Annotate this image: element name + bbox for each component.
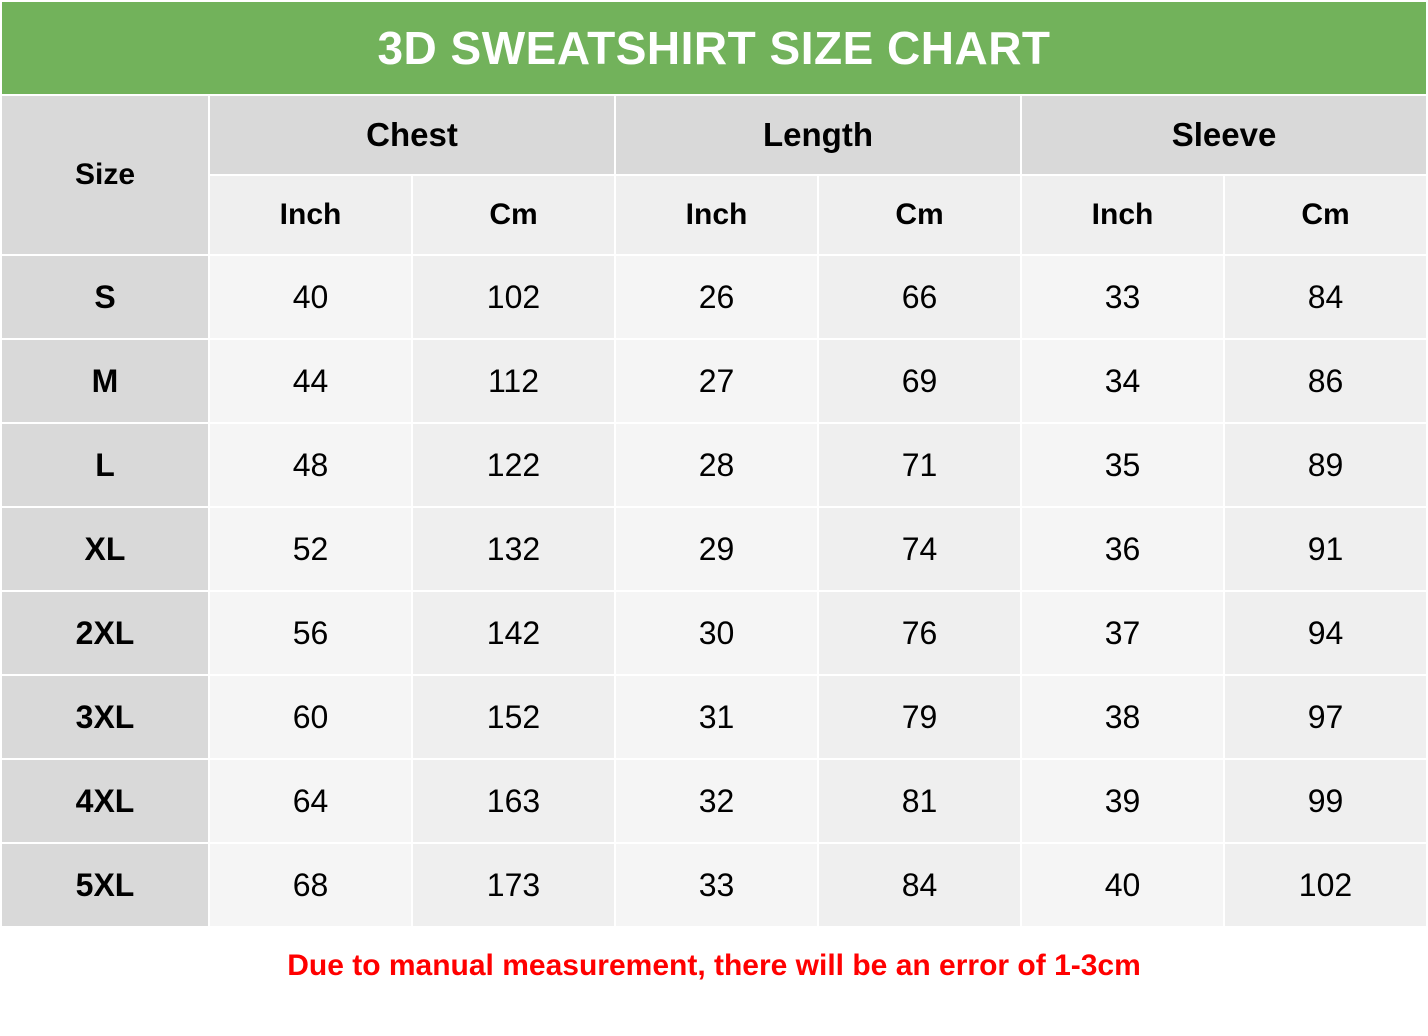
chart-title: 3D SWEATSHIRT SIZE CHART (1, 1, 1427, 95)
row-size-label: 2XL (1, 591, 209, 675)
row-size-label: 4XL (1, 759, 209, 843)
row-size-label: M (1, 339, 209, 423)
cell-chest-cm: 152 (412, 675, 615, 759)
bottom-spacer-row (1, 1005, 1427, 1035)
spacer-cell (818, 1005, 1021, 1035)
table-row (1, 507, 1427, 591)
header-chest-inch: Inch (209, 175, 412, 255)
cell-length-cm: 69 (818, 339, 1021, 423)
cell-length-cm: 81 (818, 759, 1021, 843)
row-size-label: 3XL (1, 675, 209, 759)
cell-sleeve-inch: 34 (1021, 339, 1224, 423)
cell-chest-inch: 48 (209, 423, 412, 507)
cell-chest-inch: 56 (209, 591, 412, 675)
table-row (1, 423, 1427, 507)
cell-sleeve-inch: 39 (1021, 759, 1224, 843)
table-row (1, 843, 1427, 927)
cell-chest-cm: 163 (412, 759, 615, 843)
spacer-cell (1, 1005, 209, 1035)
header-group-chest: Chest (209, 95, 615, 175)
cell-sleeve-inch: 35 (1021, 423, 1224, 507)
spacer-cell (1224, 1005, 1427, 1035)
header-chest-cm: Cm (412, 175, 615, 255)
cell-chest-inch: 60 (209, 675, 412, 759)
cell-chest-inch: 52 (209, 507, 412, 591)
cell-sleeve-cm: 102 (1224, 843, 1427, 927)
unit-header-row (1, 175, 1427, 255)
spacer-cell (1021, 1005, 1224, 1035)
spacer-cell (209, 1005, 412, 1035)
cell-sleeve-inch: 36 (1021, 507, 1224, 591)
cell-sleeve-inch: 37 (1021, 591, 1224, 675)
header-size: Size (1, 95, 209, 255)
cell-sleeve-cm: 99 (1224, 759, 1427, 843)
cell-chest-cm: 142 (412, 591, 615, 675)
row-size-label: L (1, 423, 209, 507)
cell-length-inch: 29 (615, 507, 818, 591)
cell-length-cm: 66 (818, 255, 1021, 339)
row-size-label: XL (1, 507, 209, 591)
spacer-cell (615, 1005, 818, 1035)
cell-sleeve-inch: 38 (1021, 675, 1224, 759)
header-length-inch: Inch (615, 175, 818, 255)
cell-sleeve-inch: 33 (1021, 255, 1224, 339)
cell-chest-inch: 44 (209, 339, 412, 423)
cell-chest-cm: 102 (412, 255, 615, 339)
table-row (1, 675, 1427, 759)
cell-length-cm: 76 (818, 591, 1021, 675)
cell-chest-cm: 112 (412, 339, 615, 423)
header-length-cm: Cm (818, 175, 1021, 255)
cell-length-cm: 84 (818, 843, 1021, 927)
table-row (1, 759, 1427, 843)
cell-sleeve-cm: 97 (1224, 675, 1427, 759)
header-group-sleeve: Sleeve (1021, 95, 1427, 175)
title-row (1, 1, 1427, 95)
cell-sleeve-cm: 84 (1224, 255, 1427, 339)
cell-length-cm: 71 (818, 423, 1021, 507)
cell-chest-cm: 132 (412, 507, 615, 591)
cell-length-cm: 74 (818, 507, 1021, 591)
cell-chest-inch: 68 (209, 843, 412, 927)
cell-length-inch: 27 (615, 339, 818, 423)
table-row (1, 255, 1427, 339)
cell-sleeve-cm: 86 (1224, 339, 1427, 423)
header-sleeve-inch: Inch (1021, 175, 1224, 255)
cell-sleeve-inch: 40 (1021, 843, 1224, 927)
cell-length-cm: 79 (818, 675, 1021, 759)
cell-chest-cm: 173 (412, 843, 615, 927)
spacer-cell (412, 1005, 615, 1035)
cell-chest-inch: 40 (209, 255, 412, 339)
cell-length-inch: 31 (615, 675, 818, 759)
cell-chest-inch: 64 (209, 759, 412, 843)
cell-length-inch: 32 (615, 759, 818, 843)
group-header-row (1, 95, 1427, 175)
cell-sleeve-cm: 89 (1224, 423, 1427, 507)
row-size-label: 5XL (1, 843, 209, 927)
note-row (1, 927, 1427, 1005)
cell-sleeve-cm: 91 (1224, 507, 1427, 591)
cell-length-inch: 26 (615, 255, 818, 339)
cell-length-inch: 30 (615, 591, 818, 675)
cell-length-inch: 33 (615, 843, 818, 927)
cell-chest-cm: 122 (412, 423, 615, 507)
table-row (1, 339, 1427, 423)
row-size-label: S (1, 255, 209, 339)
cell-length-inch: 28 (615, 423, 818, 507)
header-group-length: Length (615, 95, 1021, 175)
header-sleeve-cm: Cm (1224, 175, 1427, 255)
measurement-note: Due to manual measurement, there will be an error of 1-3cm (1, 927, 1427, 1005)
cell-sleeve-cm: 94 (1224, 591, 1427, 675)
table-row (1, 591, 1427, 675)
